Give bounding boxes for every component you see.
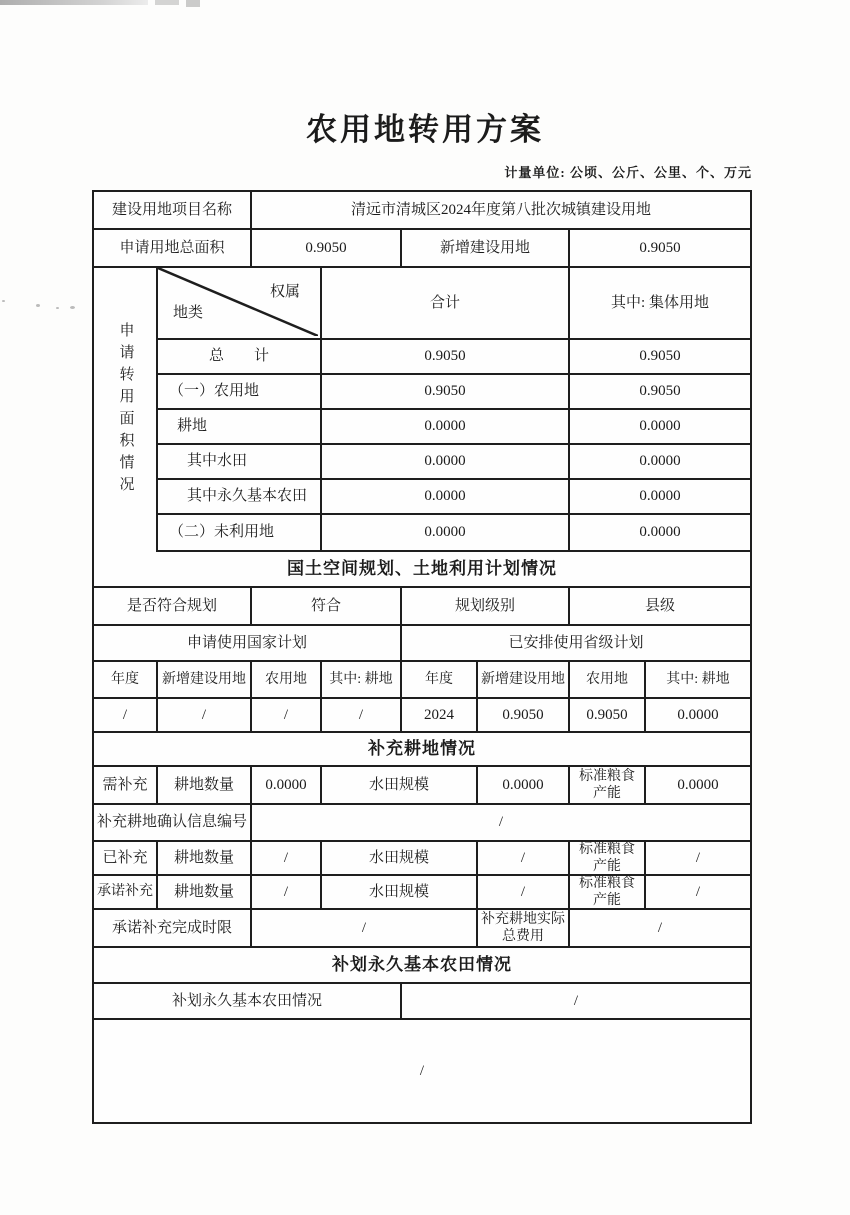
row-collective-value: 0.9050	[639, 348, 681, 365]
qty-value: /	[252, 876, 322, 908]
plan-value: /	[94, 699, 158, 731]
col-header-total: 合计	[322, 268, 570, 338]
farmland-section-header-row	[94, 948, 750, 984]
plan-value: 0.9050	[478, 699, 570, 731]
col-year: 年度	[94, 662, 158, 697]
transfer-row-unused	[158, 515, 750, 552]
diag-landtype-label: 地类	[173, 305, 204, 322]
grain-label: 标准粮食产能	[570, 767, 646, 803]
new-construction-value: 0.9050	[639, 239, 681, 256]
col-new-construction: 新增建设用地	[478, 662, 570, 697]
grain-label: 标准粮食产能	[570, 842, 646, 874]
measurement-units-note: 计量单位: 公顷、公斤、公里、个、万元	[504, 165, 752, 180]
supplement-deadline-row	[94, 910, 750, 948]
applied-area-row	[94, 230, 750, 268]
supplement-section-header-row	[94, 733, 750, 767]
provincial-plan-header: 已安排使用省级计划	[508, 634, 644, 651]
paddy-label: 水田规模	[322, 842, 478, 874]
new-construction-label: 新增建设用地	[402, 230, 570, 266]
grain-value: /	[695, 849, 701, 866]
row-collective-value: 0.9050	[639, 383, 681, 400]
actual-cost-label: 补充耕地实际总费用	[478, 910, 570, 946]
col-cultivated: 其中: 耕地	[322, 662, 402, 697]
planning-section-title: 国土空间规划、土地利用计划情况	[287, 559, 557, 579]
supplement-section-title: 补充耕地情况	[368, 739, 476, 759]
project-name-label: 建设用地项目名称	[94, 192, 252, 228]
plan-group-header-row	[94, 626, 750, 662]
grain-label: 标准粮食产能	[570, 876, 646, 908]
qty-value: 0.0000	[252, 767, 322, 803]
planning-compliance-row	[94, 588, 750, 626]
paddy-value: /	[478, 842, 570, 874]
row-label: 耕地	[158, 410, 322, 443]
row-total-value: 0.0000	[322, 445, 570, 478]
scan-artifact	[186, 0, 200, 7]
qty-value: /	[252, 842, 322, 874]
row-total-value: 0.0000	[322, 515, 570, 550]
farmland-section-title: 补划永久基本农田情况	[332, 955, 512, 975]
supplement-category: 需补充	[94, 767, 158, 803]
row-label: 其中水田	[158, 445, 322, 478]
total-area-value: 0.9050	[252, 230, 402, 266]
total-area-label: 申请用地总面积	[94, 230, 252, 266]
page-title: 农用地转用方案	[306, 112, 544, 147]
paddy-label: 水田规模	[322, 767, 478, 803]
row-label: （二）未利用地	[158, 515, 322, 550]
supplement-category: 已补充	[94, 842, 158, 874]
plan-column-header-row	[94, 662, 750, 699]
transfer-area-section	[94, 268, 750, 552]
diagonal-header-cell	[158, 268, 322, 338]
project-name-value: 清远市清城区2024年度第八批次城镇建设用地	[350, 201, 651, 218]
confirm-code-label: 补充耕地确认信息编号	[94, 805, 252, 840]
qty-label: 耕地数量	[158, 876, 252, 908]
land-conversion-form-table	[92, 190, 752, 1124]
paddy-value: 0.0000	[478, 767, 570, 803]
supplement-done-row	[94, 842, 750, 876]
compliance-label: 是否符合规划	[94, 588, 252, 624]
remark-value: /	[419, 1062, 425, 1079]
col-new-construction: 新增建设用地	[158, 662, 252, 697]
paddy-value: /	[478, 876, 570, 908]
scan-artifact	[36, 304, 40, 307]
col-cultivated: 其中: 耕地	[666, 671, 730, 687]
supplement-needed-row	[94, 767, 750, 805]
col-agricultural: 农用地	[570, 662, 646, 697]
paddy-label: 水田规模	[322, 876, 478, 908]
farmland-status-value: /	[573, 992, 579, 1009]
row-collective-value: 0.0000	[639, 488, 681, 505]
transfer-section-side-label: 申请转用面积情况	[94, 268, 158, 552]
grain-value: 0.0000	[677, 776, 719, 793]
row-label: 其中永久基本农田	[158, 480, 322, 513]
scan-artifact	[155, 0, 179, 5]
remark-row	[94, 1020, 750, 1122]
plan-level-value: 县级	[644, 597, 675, 614]
diag-ownership-label: 权属	[269, 284, 300, 300]
row-label: （一）农用地	[158, 375, 322, 408]
row-collective-value: 0.0000	[639, 418, 681, 435]
transfer-row-agricultural	[158, 375, 750, 410]
transfer-row-grand-total	[158, 340, 750, 375]
farmland-status-row	[94, 984, 750, 1020]
row-total-value: 0.9050	[322, 375, 570, 408]
row-total-value: 0.0000	[322, 480, 570, 513]
diagonal-line	[158, 268, 318, 336]
col-header-collective: 其中: 集体用地	[611, 294, 709, 311]
plan-values-row	[94, 699, 750, 733]
transfer-header-row	[158, 268, 750, 340]
farmland-status-label: 补划永久基本农田情况	[94, 984, 402, 1018]
scan-artifact	[0, 0, 148, 5]
row-collective-value: 0.0000	[639, 453, 681, 470]
plan-value: 0.0000	[677, 706, 719, 723]
scan-artifact	[56, 307, 59, 309]
compliance-value: 符合	[252, 588, 402, 624]
plan-value: /	[158, 699, 252, 731]
row-total-value: 0.0000	[322, 410, 570, 443]
transfer-area-grid	[158, 268, 750, 552]
transfer-row-cultivated	[158, 410, 750, 445]
qty-label: 耕地数量	[158, 767, 252, 803]
row-collective-value: 0.0000	[639, 524, 681, 541]
scan-artifact	[2, 300, 5, 302]
project-name-row	[94, 192, 750, 230]
row-total-value: 0.9050	[322, 340, 570, 373]
national-plan-header: 申请使用国家计划	[94, 626, 402, 660]
plan-level-label: 规划级别	[402, 588, 570, 624]
deadline-label: 承诺补充完成时限	[94, 910, 252, 946]
grain-value: /	[695, 883, 701, 900]
supplement-confirm-row	[94, 805, 750, 842]
supplement-promised-row	[94, 876, 750, 910]
confirm-code-value: /	[498, 814, 504, 831]
plan-value: /	[322, 699, 402, 731]
transfer-row-permanent-farmland	[158, 480, 750, 515]
col-agricultural: 农用地	[252, 662, 322, 697]
supplement-category: 承诺补充	[94, 876, 158, 908]
transfer-row-paddy	[158, 445, 750, 480]
col-year: 年度	[402, 662, 478, 697]
plan-value: /	[252, 699, 322, 731]
deadline-value: /	[252, 910, 478, 946]
qty-label: 耕地数量	[158, 842, 252, 874]
row-label: 总 计	[158, 340, 322, 373]
plan-value: 0.9050	[570, 699, 646, 731]
actual-cost-value: /	[657, 919, 663, 936]
scan-artifact	[70, 306, 75, 309]
planning-section-header-row	[94, 552, 750, 588]
plan-value-year: 2024	[402, 699, 478, 731]
